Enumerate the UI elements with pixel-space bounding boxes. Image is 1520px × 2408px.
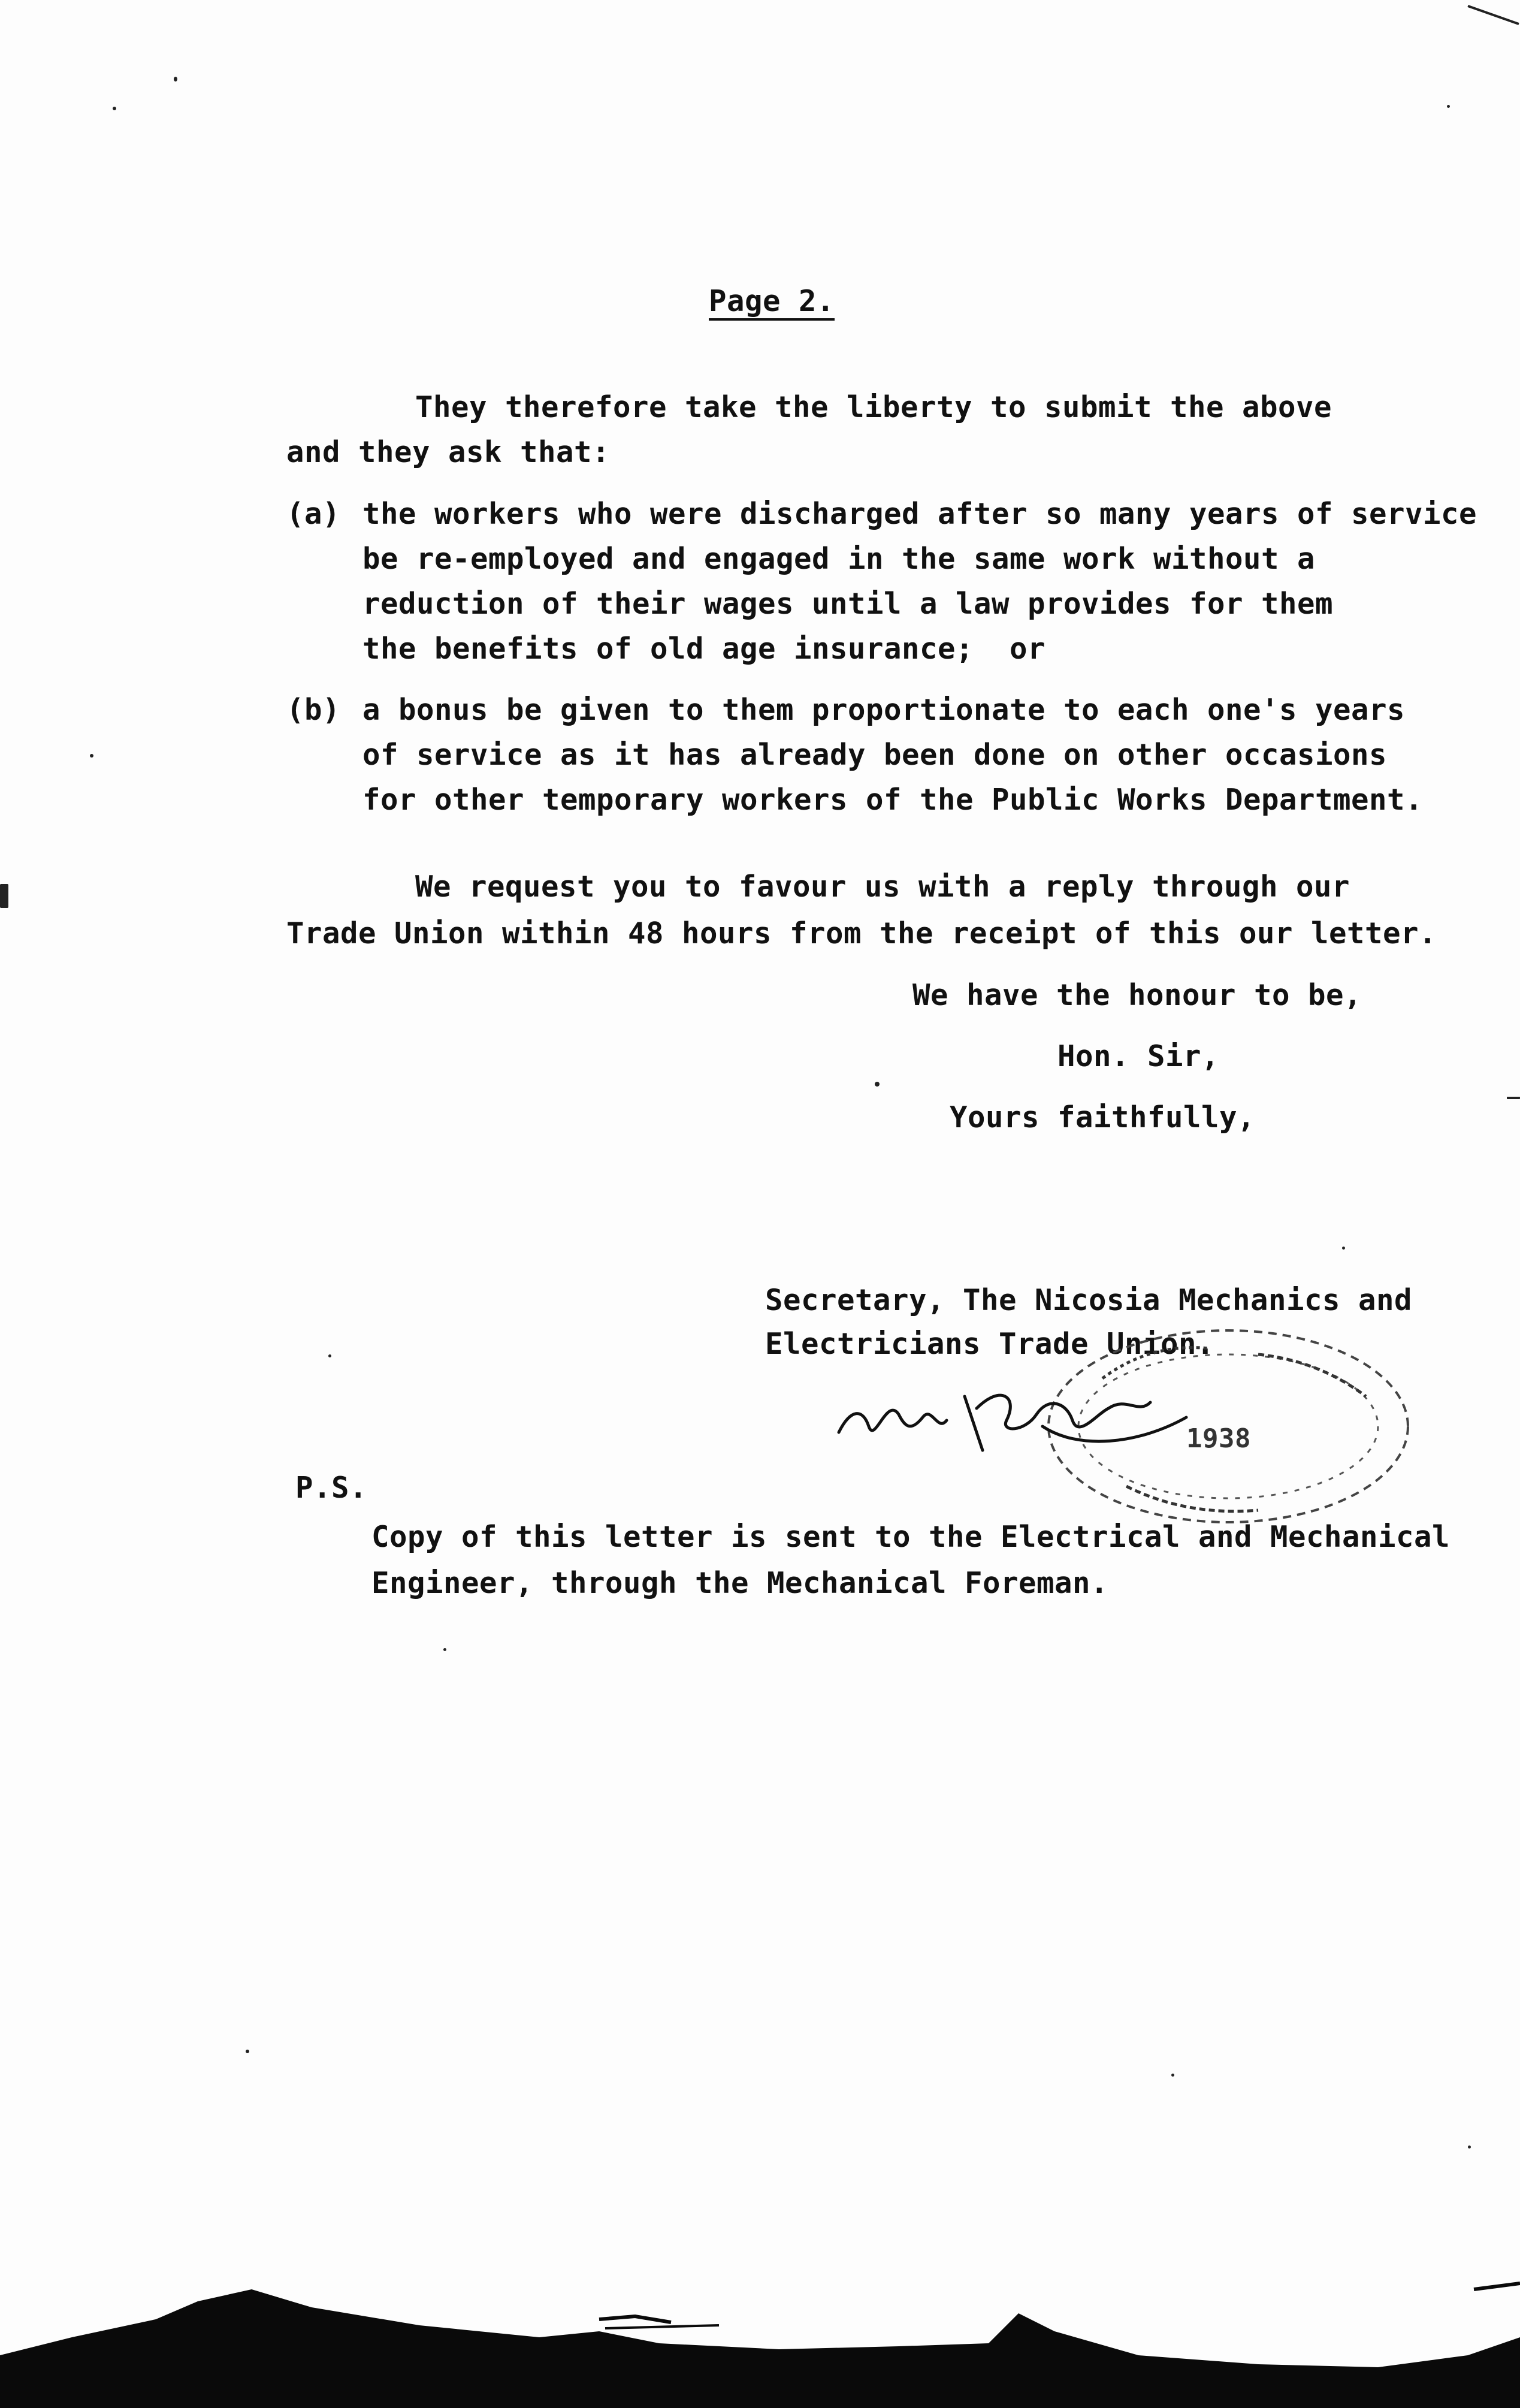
signatory-line-1: Secretary, The Nicosia Mechanics and bbox=[765, 1283, 1413, 1317]
scan-speck bbox=[1468, 2146, 1471, 2149]
scan-speck bbox=[0, 884, 8, 908]
ps-label: P.S. bbox=[295, 1471, 368, 1505]
intro-line-2: and they ask that: bbox=[286, 435, 611, 469]
signatory-line-2: Electricians Trade Union. bbox=[765, 1327, 1215, 1361]
item-a-line-3: reduction of their wages until a law provides for them bbox=[362, 587, 1334, 621]
scan-speck bbox=[1342, 1247, 1345, 1250]
scan-speck bbox=[246, 2050, 249, 2053]
scan-speck bbox=[1507, 1097, 1520, 1099]
closing-line-3: Yours faithfully, bbox=[950, 1100, 1256, 1134]
item-a-line-4: the benefits of old age insurance; or bbox=[362, 632, 1046, 666]
stamp-year: 1938 bbox=[1186, 1423, 1251, 1454]
item-b-marker: (b) bbox=[286, 693, 341, 727]
item-a-line-2: be re-employed and engaged in the same work without a bbox=[362, 542, 1316, 576]
scan-speck bbox=[174, 77, 177, 82]
corner-scratch bbox=[1462, 0, 1520, 36]
closing-line-2: Hon. Sir, bbox=[1057, 1039, 1220, 1073]
item-a-marker: (a) bbox=[286, 497, 341, 531]
intro-line-1: They therefore take the liberty to submit the above bbox=[415, 390, 1332, 424]
ps-line-2: Engineer, through the Mechanical Foreman. bbox=[371, 1566, 1109, 1600]
ps-line-1: Copy of this letter is sent to the Electrical and Mechanical bbox=[371, 1520, 1451, 1554]
item-b-line-3: for other temporary workers of the Public Works Department. bbox=[362, 783, 1424, 817]
scan-speck bbox=[443, 1648, 446, 1651]
closing-line-1: We have the honour to be, bbox=[912, 978, 1362, 1012]
page-heading: Page 2. bbox=[709, 284, 835, 318]
scan-speck bbox=[1447, 105, 1450, 108]
request-line-1: We request you to favour us with a reply through our bbox=[415, 870, 1350, 904]
handwritten-signature bbox=[827, 1360, 1198, 1468]
scan-speck bbox=[1171, 2074, 1174, 2077]
item-b-line-1: a bonus be given to them proportionate to each one's years bbox=[362, 693, 1406, 727]
scan-speck bbox=[113, 107, 116, 110]
request-line-2: Trade Union within 48 hours from the receipt of this our letter. bbox=[286, 916, 1437, 950]
item-b-line-2: of service as it has already been done on other occasions bbox=[362, 738, 1388, 772]
scan-bottom-edge bbox=[0, 2265, 1520, 2408]
scan-speck bbox=[90, 754, 93, 758]
item-a-line-1: the workers who were discharged after so many years of service bbox=[362, 497, 1477, 531]
scan-speck bbox=[328, 1354, 331, 1357]
scan-speck bbox=[875, 1082, 880, 1087]
